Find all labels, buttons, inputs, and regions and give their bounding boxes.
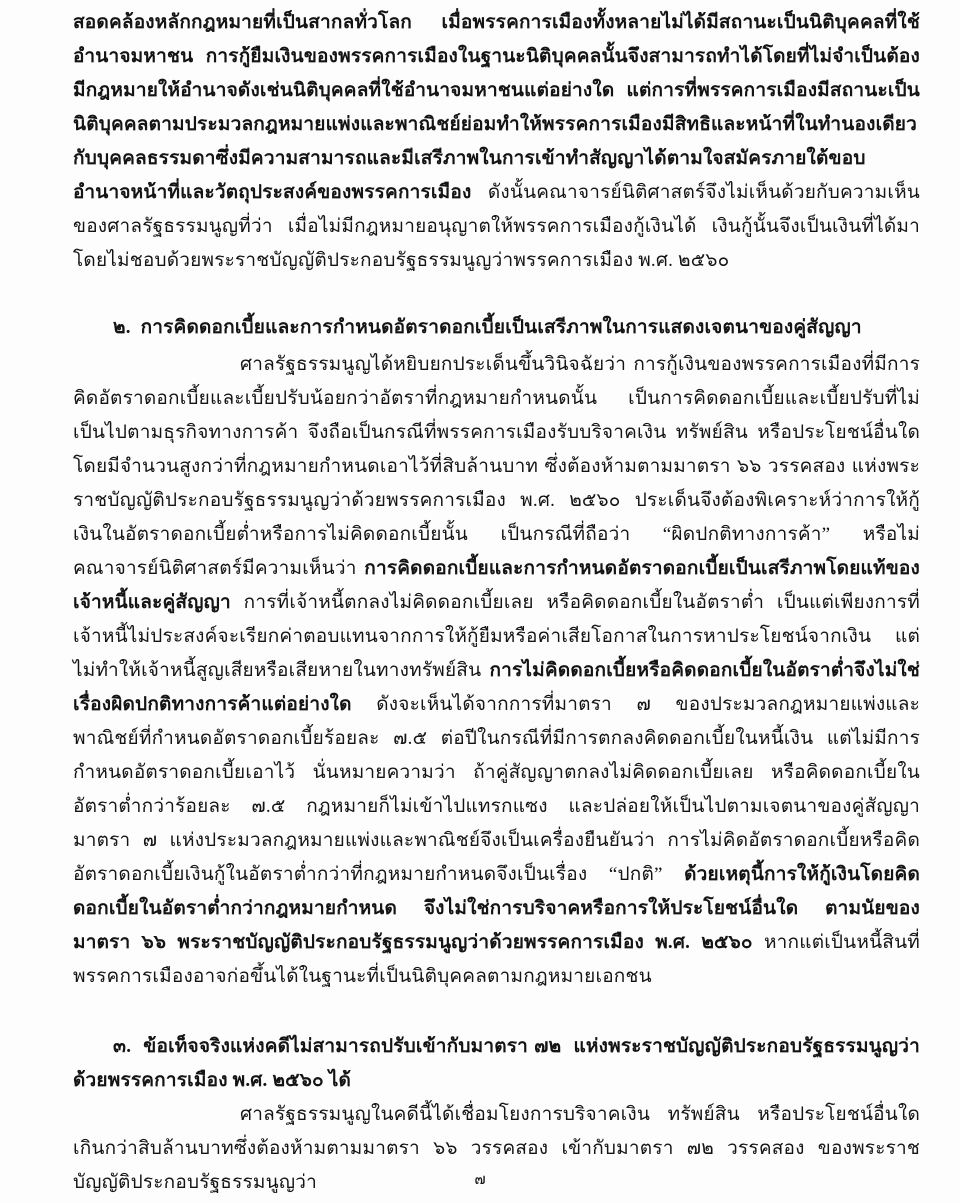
para-continuation xyxy=(73,6,920,278)
text-run: ๓. ข้อเท็จจริงแห่งคดีไม่สามารถปรับเข้ากับมาตรา ๗๒ แห่งพระราชบัญญัติประกอบรัฐธรรมนูญว่าด้วยพรรคการเมือง พ.ศ. ๒๕๖๐ ได้ xyxy=(73,1036,920,1091)
text-run: ดังนั้นคณาจารย์นิติศาสตร์จึงไม่เห็นด้วยกับความเห็นของศาลรัฐธรรมนูญที่ว่า เมื่อไม่มีกฎหมายอนุญาตให้พรรคการเมืองกู้เงินได้ เงินกู้นั้นจึงเป็นเงินที่ได้มาโดยไม่ชอบด้วยพระราชบัญญัติประกอบรัฐธรรมนูญว่าพรรคการเมือง พ.ศ. ๒๕๖๐ xyxy=(73,182,920,271)
text-run: การไม่คิดดอกเบี้ยหรือคิดดอกเบี้ยในอัตราต่ำจึงไม่ใช่เรื่องผิดปกติทางการค้าแต่อย่างใด xyxy=(73,660,920,715)
text-run: ศาลรัฐธรรมนูญได้หยิบยกประเด็นขึ้นวินิจฉัยว่า การกู้เงินของพรรคการเมืองที่มีการคิดอัตราดอกเบี้ยและเบี้ยปรับน้อยกว่าอัตราที่กฎหมายกำหนดนั้น เป็นการคิดดอกเบี้ยและเบี้ยปรับที่ไม่เป็นไปตามธุรกิจทางการค้า จึงถือเป็นกรณีที่พรรคการเมืองรับบริจาคเงิน ทรัพย์สิน หรือประโยชน์อื่นใด โดยมีจำนวนสูงกว่าที่กฎหมายกำหนดเอาไว้ที่สิบล้านบาท ซึ่งต้องห้ามตามมาตรา ๖๖ วรรคสอง แห่งพระราชบัญญัติประกอบรัฐธรรมนูญว่าด้วยพรรคการเมือง พ.ศ. ๒๕๖๐ ประเด็นจึงต้องพิเคราะห์ว่าการให้กู้เงินในอัตราดอกเบี้ยต่ำหรือการไม่คิดดอกเบี้ยนั้น เป็นกรณีที่ถือว่า “ผิดปกติทางการค้า” หรือไม่ คณาจารย์นิติศาสตร์มีความเห็นว่า xyxy=(73,354,920,579)
text-run: ๒. การคิดดอกเบี้ยและการกำหนดอัตราดอกเบี้ยเป็นเสรีภาพในการแสดงเจตนาของคู่สัญญา xyxy=(113,317,862,338)
text-run: ศาลรัฐธรรมนูญในคดีนี้ได้เชื่อมโยงการบริจาคเงิน ทรัพย์สิน หรือประโยชน์อื่นใดเกินกว่าสิบล้านบาทซึ่งต้องห้ามตามมาตรา ๖๖ วรรคสอง เข้ากับมาตรา ๗๒ วรรคสอง ของพระราชบัญญัติประกอบรัฐธรรมนูญว่า xyxy=(73,1104,920,1193)
heading-section-2 xyxy=(73,311,920,345)
page-number: ๗ xyxy=(474,1172,486,1188)
para-section-2 xyxy=(73,348,920,994)
text-run: การที่เจ้าหนี้ตกลงไม่คิดดอกเบี้ยเลย หรือคิดดอกเบี้ยในอัตราต่ำ เป็นแต่เพียงการที่เจ้าหนี้ไม่ประสงค์จะเรียกค่าตอบแทนจากการให้กู้ยืมหรือค่าเสียโอกาสในการหาประโยชน์จากเงิน แต่ไม่ทำให้เจ้าหนี้สูญเสียหรือเสียหายในทางทรัพย์สิน xyxy=(73,592,920,681)
text-run: ด้วยเหตุนี้การให้กู้เงินโดยคิดดอกเบี้ยในอัตราต่ำกว่ากฎหมายกำหนด จึงไม่ใช่การบริจาคหรือการให้ประโยชน์อื่นใด ตามนัยของมาตรา ๖๖ พระราชบัญญัติประกอบรัฐธรรมนูญว่าด้วยพรรคการเมือง พ.ศ. ๒๕๖๐ xyxy=(73,864,920,953)
text-run: หากแต่เป็นหนี้สินที่พรรคการเมืองอาจก่อขึ้นได้ในฐานะที่เป็นนิติบุคคลตามกฎหมายเอกชน xyxy=(73,932,920,987)
text-run: ดังจะเห็นได้จากการที่มาตรา ๗ ของประมวลกฎหมายแพ่งและพาณิชย์ที่กำหนดอัตราดอกเบี้ยร้อยละ ๗.๕ ต่อปีในกรณีที่มีการตกลงคิดดอกเบี้ยในหนี้เงิน แต่ไม่มีการกำหนดอัตราดอกเบี้ยเอาไว้ นั่นหมายความว่า ถ้าคู่สัญญาตกลงไม่คิดดอกเบี้ยเลย หรือคิดดอกเบี้ยในอัตราต่ำกว่าร้อยละ ๗.๕ กฎหมายก็ไม่เข้าไปแทรกแซง และปล่อยให้เป็นไปตามเจตนาของคู่สัญญา มาตรา ๗ แห่งประมวลกฎหมายแพ่งและพาณิชย์จึงเป็นเครื่องยืนยันว่า การไม่คิดอัตราดอกเบี้ยหรือคิดอัตราดอกเบี้ยเงินกู้ในอัตราต่ำกว่าที่กฎหมายกำหนดจึงเป็นเรื่อง “ปกติ” xyxy=(73,694,920,885)
document-body xyxy=(73,6,920,1200)
heading-section-3 xyxy=(73,1030,920,1098)
text-run: สอดคล้องหลักกฎหมายที่เป็นสากลทั่วโลก เมื่อพรรคการเมืองทั้งหลายไม่ได้มีสถานะเป็นนิติบุคคลที่ใช้อำนาจมหาชน การกู้ยืมเงินของพรรคการเมืองในฐานะนิติบุคคลนั้นจึงสามารถทำได้โดยที่ไม่จำเป็นต้องมีกฎหมายให้อำนาจดังเช่นนิติบุคคลที่ใช้อำนาจมหาชนแต่อย่างใด แต่การที่พรรคการเมืองมีสถานะเป็นนิติบุคคลตามประมวลกฎหมายแพ่งและพาณิชย์ย่อมทำให้พรรคการเมืองมีสิทธิและหน้าที่ในทำนองเดียวกับบุคคลธรรมดาซึ่งมีความสามารถและมีเสรีภาพในการเข้าทำสัญญาได้ตามใจสมัครภายใต้ขอบอำนาจหน้าที่และวัตถุประสงค์ของพรรคการเมือง xyxy=(73,12,920,203)
text-run: การคิดดอกเบี้ยและการกำหนดอัตราดอกเบี้ยเป็นเสรีภาพโดยแท้ของเจ้าหนี้และคู่สัญญา xyxy=(73,558,920,613)
